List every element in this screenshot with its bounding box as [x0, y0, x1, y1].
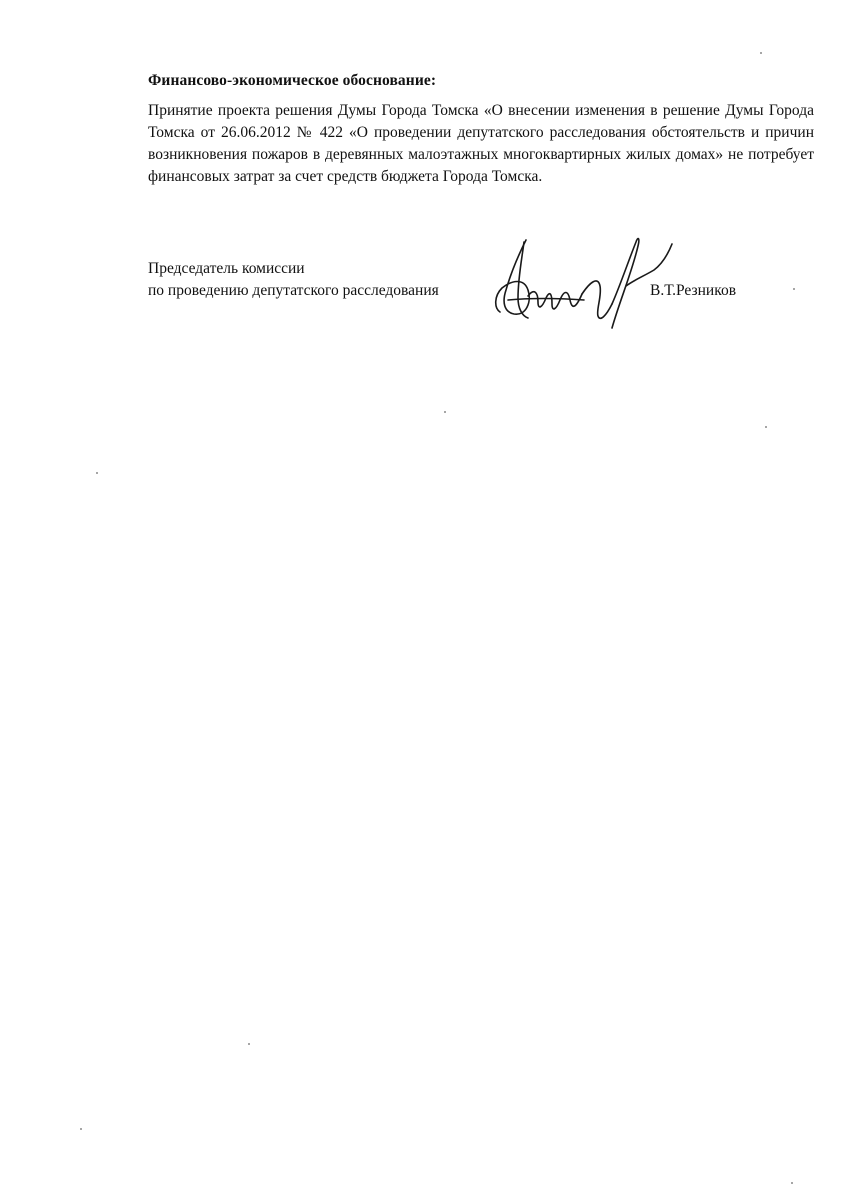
- signatory-name: В.Т.Резников: [650, 282, 737, 299]
- position-line-1: Председатель комиссии: [148, 260, 305, 277]
- scan-speck: [96, 472, 98, 474]
- scan-speck: [793, 288, 795, 290]
- signatory-position: [148, 258, 439, 302]
- scan-speck: [791, 1182, 793, 1184]
- section-heading: Финансово-экономическое обоснование:: [148, 72, 437, 89]
- scan-speck: [444, 411, 446, 413]
- scan-speck: [760, 52, 762, 54]
- scan-speck: [248, 1043, 250, 1045]
- position-line-2: по проведению депутатского расследования: [148, 282, 439, 299]
- scan-speck: [80, 1128, 82, 1130]
- justification-paragraph: Принятие проекта решения Думы Города Томска «О внесении изменения в решение Думы Города Томска от 26.06.2012 № 422 «О проведении депутатского расследования обстоятельств и причин возникновения пожаров в деревянных малоэтажных многоквартирных жилых домах» не потребует финансовых затрат за счет средств бюджета Города Томска.: [148, 102, 814, 185]
- scan-speck: [765, 426, 767, 428]
